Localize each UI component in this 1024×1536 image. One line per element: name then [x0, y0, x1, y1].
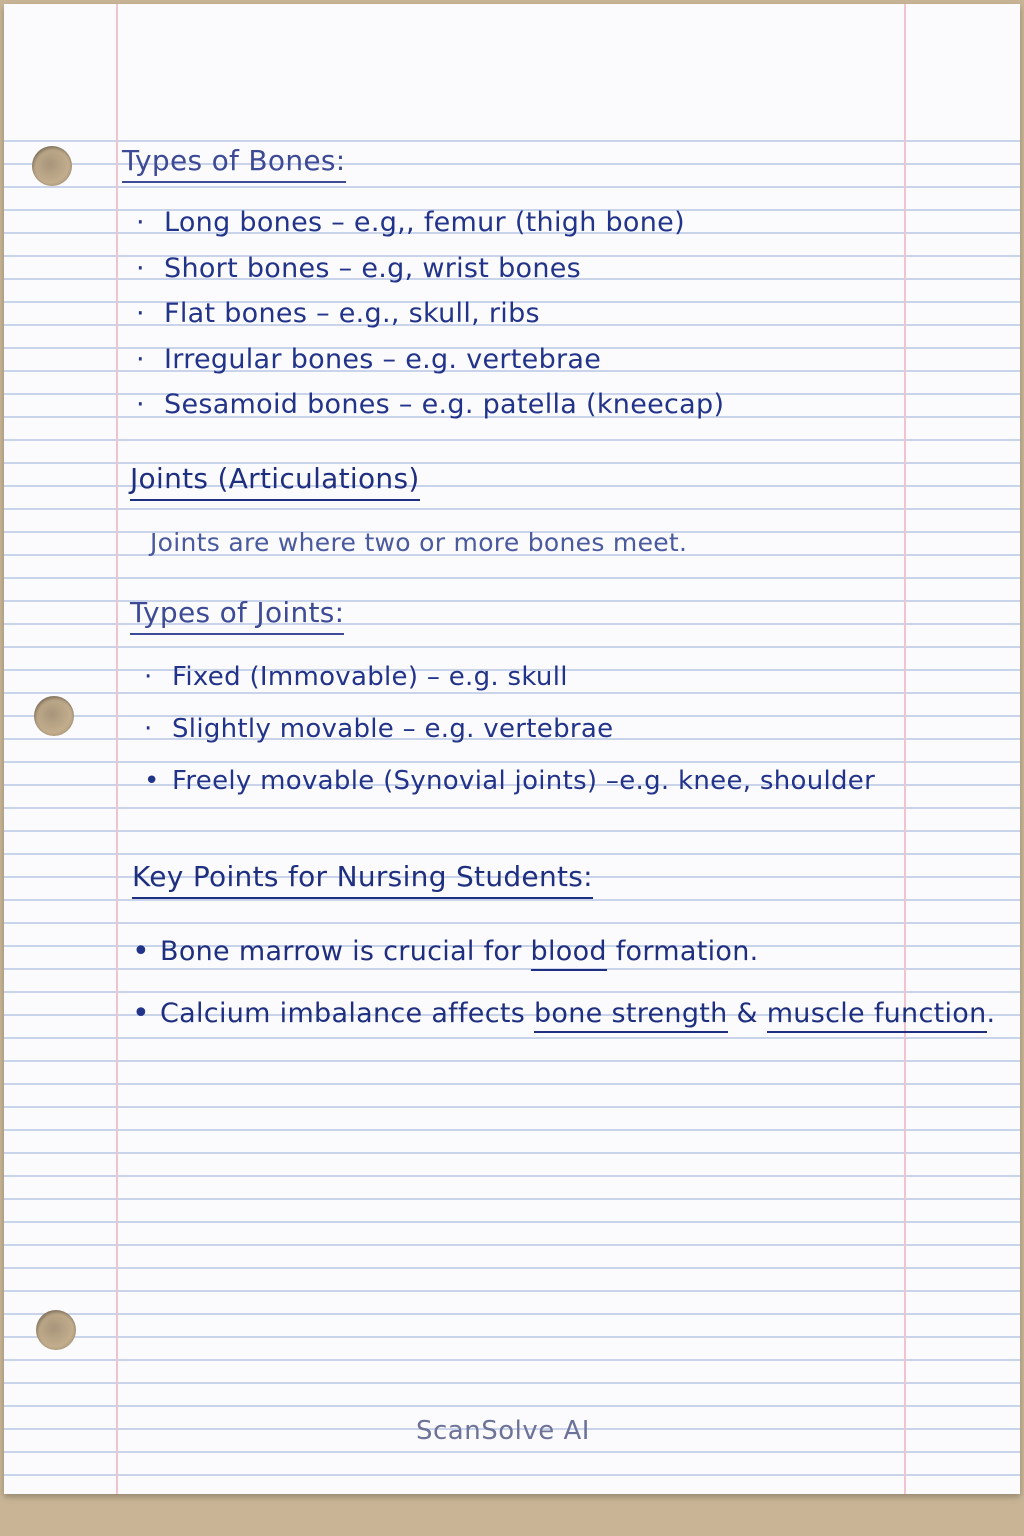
list-item: • Freely movable (Synovial joints) –e.g. knee, shoulder: [144, 760, 875, 812]
list-item: · Sesamoid bones – e.g. patella (kneecap): [136, 382, 724, 428]
list-item: · Slightly movable – e.g. vertebrae: [144, 708, 875, 760]
bullet-icon: ·: [136, 252, 145, 284]
bullet-icon: ·: [144, 714, 153, 744]
bullet-icon: ·: [136, 298, 145, 329]
key-points-list: [132, 930, 995, 1054]
notebook-paper: [4, 4, 1020, 1494]
left-margin-line: [116, 4, 118, 1494]
types-of-joints-list: [144, 656, 875, 812]
joints-heading: Joints (Articulations): [130, 462, 420, 501]
types-of-bones-heading: Types of Bones:: [122, 144, 346, 183]
list-item: · Short bones – e.g, wrist bones: [136, 246, 724, 292]
list-item: · Irregular bones – e.g. vertebrae: [136, 337, 724, 383]
key-points-heading: Key Points for Nursing Students:: [132, 860, 593, 899]
punch-hole-middle: [34, 696, 74, 736]
list-item: · Long bones – e.g,, femur (thigh bone): [136, 200, 724, 246]
bullet-icon: ·: [136, 343, 145, 375]
list-item: · Fixed (Immovable) – e.g. skull: [144, 656, 875, 708]
bullet-icon: •: [132, 934, 150, 969]
punch-hole-bottom: [36, 1310, 76, 1350]
punch-hole-top: [32, 146, 72, 186]
right-margin-line: [904, 4, 906, 1494]
types-of-bones-list: [136, 200, 724, 428]
underlined-text: blood: [531, 936, 607, 971]
bullet-icon: ·: [136, 207, 145, 238]
bullet-icon: •: [144, 766, 160, 796]
list-item: • Calcium imbalance affects bone strength & muscle function.: [132, 992, 995, 1054]
bullet-icon: •: [132, 996, 150, 1031]
underlined-text: bone strength: [534, 998, 728, 1033]
joints-intro-text: Joints are where two or more bones meet.: [150, 528, 688, 557]
list-item: · Flat bones – e.g., skull, ribs: [136, 291, 724, 337]
underlined-text: muscle function: [767, 998, 987, 1033]
types-of-joints-heading: Types of Joints:: [130, 596, 344, 635]
list-item: • Bone marrow is crucial for blood formation.: [132, 930, 995, 992]
scansolve-watermark: ScanSolve AI: [416, 1416, 590, 1446]
bullet-icon: ·: [144, 662, 153, 692]
bullet-icon: ·: [136, 389, 145, 420]
